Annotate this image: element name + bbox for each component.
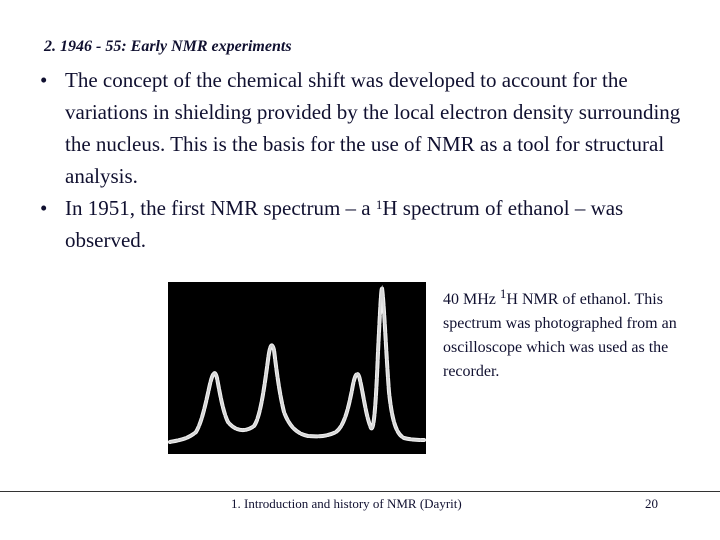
page-number: 20 [645, 496, 658, 511]
caption-text-part: H NMR of ethanol. This spectrum was photographed from an oscilloscope which was used as the recorder. [443, 291, 677, 380]
bullet-text [65, 196, 623, 252]
figure-caption [443, 288, 688, 384]
bullet-text: The concept of the chemical shift was developed to account for the variations in shielding provided by the local electron density surrounding the nucleus. This is the basis for the use of NMR as a tool for structural analysis. [65, 68, 681, 188]
superscript: 1 [499, 286, 507, 301]
oscilloscope-trace-image [168, 282, 426, 454]
footer-course-title: 1. Introduction and history of NMR (Dayrit) [231, 496, 462, 511]
bullet-item-first-spectrum [40, 192, 690, 256]
caption-text-part: 40 MHz [443, 291, 500, 308]
bullet-list [40, 64, 690, 256]
bullet-item-chemical-shift [40, 64, 690, 192]
ethanol-nmr-spectrum-photo [168, 282, 426, 454]
bullet-text-part: In 1951, the first NMR spectrum – a [65, 196, 376, 220]
bullet-text-part: H spectrum of ethanol – was observed. [65, 196, 624, 252]
bullet-marker: • [40, 196, 48, 220]
slide-title: 2. 1946 - 55: Early NMR experiments [44, 38, 292, 55]
footer-divider [0, 491, 720, 492]
superscript: 1 [375, 197, 383, 212]
bullet-marker: • [40, 68, 48, 92]
